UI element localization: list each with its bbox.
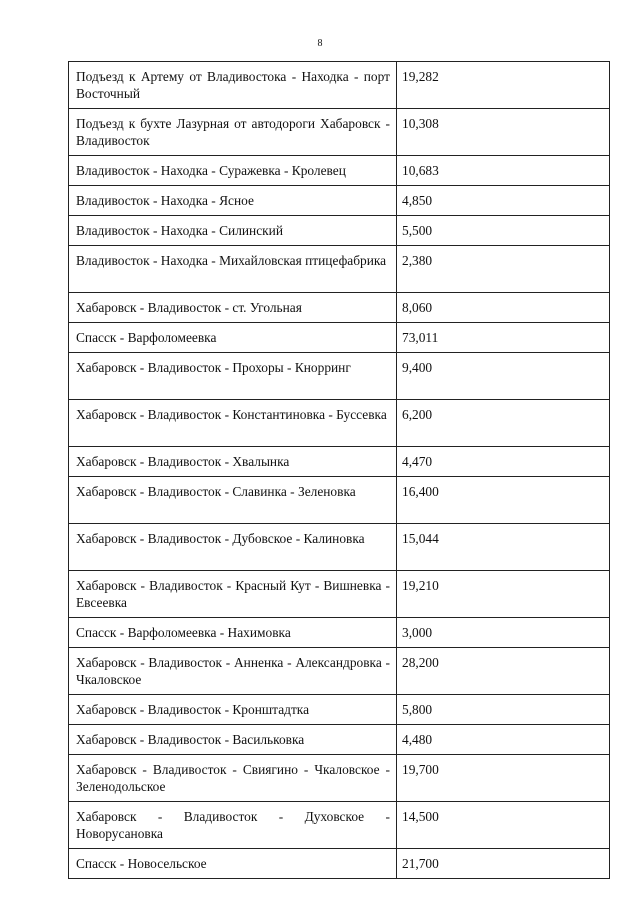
- road-name-cell: Владивосток - Находка - Михайловская птицефабрика: [69, 246, 397, 293]
- table-row: [69, 323, 610, 353]
- table-row: [69, 802, 610, 849]
- road-name-cell: Хабаровск - Владивосток - Хвалынка: [69, 447, 397, 477]
- table-row: [69, 524, 610, 571]
- road-length-cell: 4,470: [397, 447, 610, 477]
- road-name-cell: Владивосток - Находка - Суражевка - Кролевец: [69, 156, 397, 186]
- road-name-cell: Хабаровск - Владивосток - Духовское - Новорусановка: [69, 802, 397, 849]
- road-name-cell: Хабаровск - Владивосток - Васильковка: [69, 725, 397, 755]
- table-row: [69, 62, 610, 109]
- road-length-cell: 15,044: [397, 524, 610, 571]
- road-name-cell: Спасск - Новосельское: [69, 849, 397, 879]
- road-name-cell: Спасск - Варфоломеевка: [69, 323, 397, 353]
- table-row: [69, 695, 610, 725]
- table-row: [69, 849, 610, 879]
- road-name-cell: Хабаровск - Владивосток - Дубовское - Калиновка: [69, 524, 397, 571]
- road-length-cell: 16,400: [397, 477, 610, 524]
- table-row: [69, 571, 610, 618]
- road-name-cell: Хабаровск - Владивосток - ст. Угольная: [69, 293, 397, 323]
- road-name-cell: Хабаровск - Владивосток - Красный Кут - Вишневка - Евсеевка: [69, 571, 397, 618]
- table-row: [69, 725, 610, 755]
- road-name-cell: Хабаровск - Владивосток - Константиновка - Буссевка: [69, 400, 397, 447]
- road-length-cell: 19,210: [397, 571, 610, 618]
- road-name-cell: Хабаровск - Владивосток - Прохоры - Кнорринг: [69, 353, 397, 400]
- table-row: [69, 293, 610, 323]
- road-name-cell: Владивосток - Находка - Силинский: [69, 216, 397, 246]
- road-name-cell: Хабаровск - Владивосток - Славинка - Зеленовка: [69, 477, 397, 524]
- road-length-cell: 5,500: [397, 216, 610, 246]
- road-length-cell: 3,000: [397, 618, 610, 648]
- road-length-cell: 19,282: [397, 62, 610, 109]
- road-length-cell: 28,200: [397, 648, 610, 695]
- roads-table: [68, 61, 610, 879]
- road-length-cell: 4,850: [397, 186, 610, 216]
- table-row: [69, 216, 610, 246]
- road-length-cell: 14,500: [397, 802, 610, 849]
- road-name-cell: Подъезд к бухте Лазурная от автодороги Хабаровск - Владивосток: [69, 109, 397, 156]
- road-length-cell: 10,683: [397, 156, 610, 186]
- road-name-cell: Спасск - Варфоломеевка - Нахимовка: [69, 618, 397, 648]
- table-row: [69, 353, 610, 400]
- table-row: [69, 400, 610, 447]
- road-length-cell: 21,700: [397, 849, 610, 879]
- road-length-cell: 9,400: [397, 353, 610, 400]
- table-row: [69, 109, 610, 156]
- page-number: 8: [317, 38, 323, 49]
- table-row: [69, 648, 610, 695]
- table-row: [69, 755, 610, 802]
- road-name-cell: Хабаровск - Владивосток - Кронштадтка: [69, 695, 397, 725]
- road-name-cell: Владивосток - Находка - Ясное: [69, 186, 397, 216]
- road-length-cell: 4,480: [397, 725, 610, 755]
- table-row: [69, 618, 610, 648]
- road-length-cell: 6,200: [397, 400, 610, 447]
- table-row: [69, 246, 610, 293]
- road-length-cell: 19,700: [397, 755, 610, 802]
- road-length-cell: 73,011: [397, 323, 610, 353]
- table-row: [69, 447, 610, 477]
- roads-table-body: [69, 62, 610, 879]
- table-row: [69, 186, 610, 216]
- road-name-cell: Подъезд к Артему от Владивостока - Находка - порт Восточный: [69, 62, 397, 109]
- road-length-cell: 2,380: [397, 246, 610, 293]
- road-length-cell: 10,308: [397, 109, 610, 156]
- road-length-cell: 8,060: [397, 293, 610, 323]
- road-name-cell: Хабаровск - Владивосток - Анненка - Александровка - Чкаловское: [69, 648, 397, 695]
- road-length-cell: 5,800: [397, 695, 610, 725]
- table-row: [69, 156, 610, 186]
- table-row: [69, 477, 610, 524]
- road-name-cell: Хабаровск - Владивосток - Свиягино - Чкаловское - Зеленодольское: [69, 755, 397, 802]
